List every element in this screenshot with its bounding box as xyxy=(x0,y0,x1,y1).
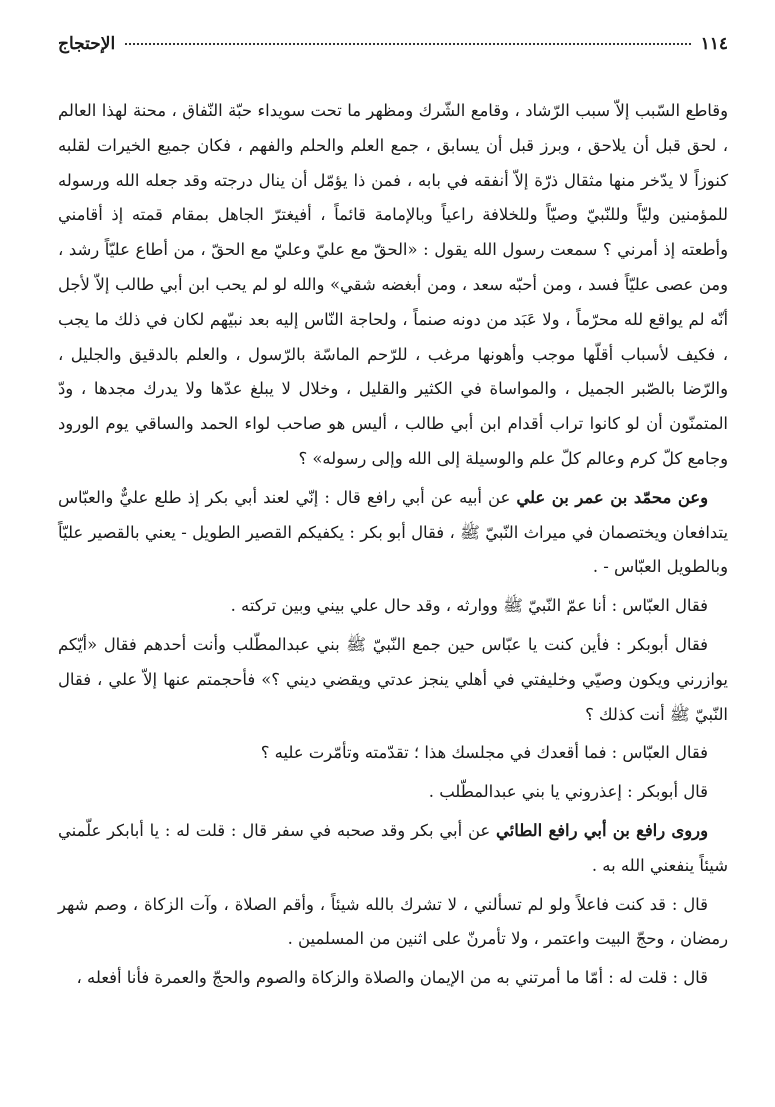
paragraph-text: عن أبي بكر وقد صحبه في سفر قال : قلت له : يا أبابكر علّمني شيئاً ينفعني الله به . xyxy=(58,820,728,875)
paragraph-text: قال أبوبكر : إعذروني يا بني عبدالمطّلب . xyxy=(428,782,708,802)
paragraph-4 xyxy=(58,628,728,732)
paragraph-text: عن أبيه عن أبي رافع قال : إنّي لعند أبي بكر إذ طلع عليٌّ والعبّاس يتدافعان ويختصمان في ميراث النّبيّ ﷺ ، فقال أبو بكر : يكفيكم القصير الطويل - يعني بالقصير عليّاً وبالطويل العبّاس - . xyxy=(58,487,728,577)
paragraph-text: قال : قلت له : أمّا ما أمرتني به من الإيمان والصلاة والزكاة والصوم والحجّ والعمرة فأنا أفعله ، xyxy=(76,968,708,988)
paragraph-text: فقال أبوبكر : فأين كنت يا عبّاس حين جمع النّبيّ ﷺ بني عبدالمطّلب وأنت أحدهم فقال «أيّكم يوازرني ويكون وصيّي وخليفتي في أهلي ينجز عدتي ويقضي ديني ؟» فأحجمتم عنها إلاّ علي ، فقال النّبيّ ﷺ أنت كذلك ؟ xyxy=(58,634,728,724)
paragraph-9 xyxy=(58,961,728,996)
page-number: ١١٤ xyxy=(700,34,728,54)
book-title: الإحتجاج xyxy=(58,34,116,54)
header-dotted-leader xyxy=(125,43,690,45)
paragraph-text: فقال العبّاس : أنا عمّ النّبيّ ﷺ ووارثه ، وقد حال علي بيني وبين تركته . xyxy=(230,596,708,616)
paragraph-3 xyxy=(58,589,728,624)
paragraph-8 xyxy=(58,888,728,958)
paragraph-text: وقاطع السّبب إلاّ سبب الرّشاد ، وقامع الشّرك ومظهر ما تحت سويداء حبّة النّفاق ، محنة لهذا العالم ، لحق قبل أن يلاحق ، وبرز قبل أن يسابق ، جمع العلم والحلم والفهم ، فكان جميع الخيرات لقلبه كنوزاً لا يدّخر منها مثقال ذرّة إلاّ أنفقه في بابه ، فمن ذا يؤمّل أن ينال درجته وقد جعله الله ورسوله للمؤمنين وليّاً وللنّبيّ وصيّاً وللخلافة راعياً وبالإمامة قائماً ، أفيغترّ الجاهل بمقام قمته إذ أقامني وأطعته إذ أمرني ؟ سمعت رسول الله يقول : «الحقّ مع عليّ وعليّ مع الحقّ ، من أطاع عليّاً رشد ، ومن عصى عليّاً فسد ، ومن أحبّه سعد ، ومن أبغضه شقي» والله لو لم يحب ابن أبي طالب إلاّ لأجل أنّه لم يواقع لله محرّماً ، ولا عَبَد من دونه صنماً ، ولحاجة النّاس إليه بعد نبيّهم لكان في ذلك ما يجب ، فكيف لأسباب أقلّها موجب وأهونها مرغب ، للرّحم الماسّة بالرّسول ، والعلم بالدقيق والجليل ، والرّضا بالصّبر الجميل ، والمواساة في الكثير والقليل ، وخلال لا يبلغ عدّها ولا يدرك مجدها ، ودّ المتمنّون أن لو كانوا تراب أقدام ابن أبي طالب ، أليس هو صاحب لواء الحمد والساقي يوم الورود وجامع كلّ كرم وعالم كلّ علم والوسيلة إلى الله وإلى رسوله» ؟ xyxy=(58,101,728,468)
body-text xyxy=(58,94,728,996)
narrator-name: وروى رافع بن أبي رافع الطائي xyxy=(495,820,708,840)
paragraph-5 xyxy=(58,736,728,771)
paragraph-7 xyxy=(58,814,728,884)
running-header xyxy=(58,34,728,74)
paragraph-text: قال : قد كنت فاعلاً ولو لم تسألني ، لا تشرك بالله شيئاً ، وأقم الصلاة ، وآت الزكاة ، وصم شهر رمضان ، وحجّ البيت واعتمر ، ولا تأمرنّ على اثنين من المسلمين . xyxy=(58,894,728,949)
narrator-name: وعن محمّد بن عمر بن علي xyxy=(516,487,708,507)
paragraph-1 xyxy=(58,94,728,477)
paragraph-2 xyxy=(58,481,728,585)
book-page xyxy=(58,34,728,996)
paragraph-6 xyxy=(58,775,728,810)
paragraph-text: فقال العبّاس : فما أقعدك في مجلسك هذا ؛ تقدّمته وتأمّرت عليه ؟ xyxy=(260,743,708,763)
